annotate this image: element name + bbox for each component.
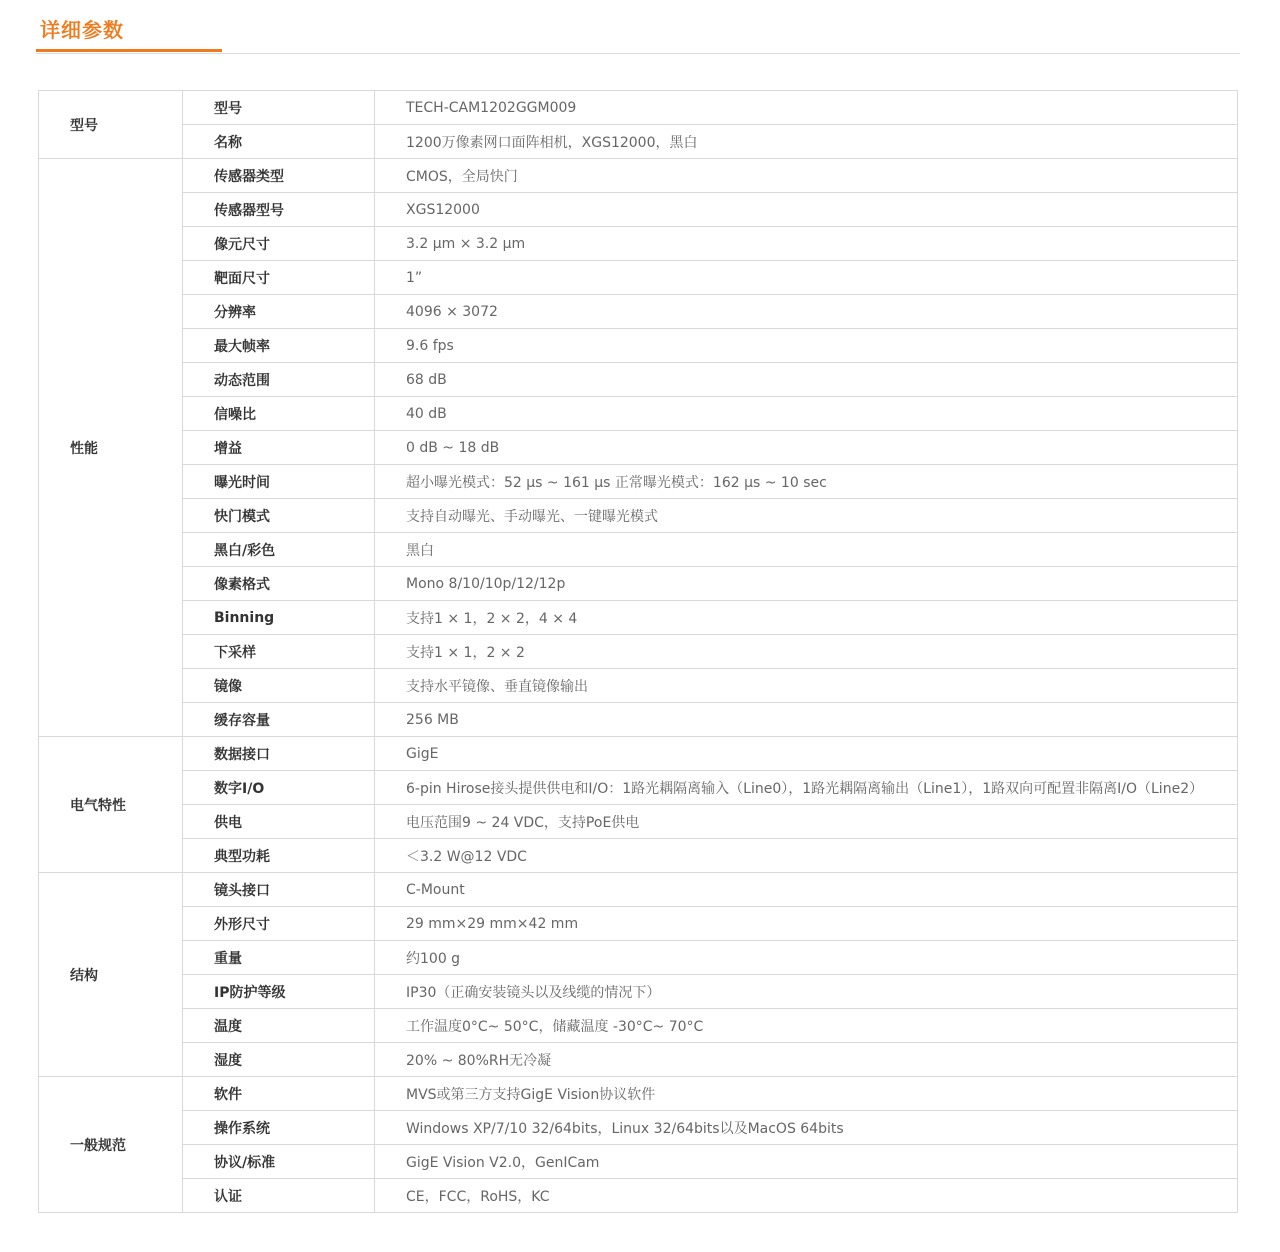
- table-row: [39, 873, 1238, 907]
- spec-key: 曝光时间: [183, 465, 375, 499]
- spec-table-body: [39, 91, 1238, 1213]
- table-row: [39, 465, 1238, 499]
- spec-key: 软件: [183, 1077, 375, 1111]
- spec-value: 电压范围9 ~ 24 VDC，支持PoE供电: [375, 805, 1238, 839]
- spec-value: 4096 × 3072: [375, 295, 1238, 329]
- spec-value: 1”: [375, 261, 1238, 295]
- table-row: [39, 907, 1238, 941]
- spec-key: 靶面尺寸: [183, 261, 375, 295]
- table-row: [39, 91, 1238, 125]
- section-header: [36, 0, 1240, 54]
- table-row: [39, 329, 1238, 363]
- spec-key: 镜头接口: [183, 873, 375, 907]
- spec-value: 20% ~ 80%RH无冷凝: [375, 1043, 1238, 1077]
- group-label: 一般规范: [39, 1077, 183, 1213]
- group-label: 电气特性: [39, 737, 183, 873]
- spec-key: 数字I/O: [183, 771, 375, 805]
- spec-key: 镜像: [183, 669, 375, 703]
- spec-key: 数据接口: [183, 737, 375, 771]
- table-row: [39, 1009, 1238, 1043]
- spec-value: 29 mm×29 mm×42 mm: [375, 907, 1238, 941]
- table-row: [39, 193, 1238, 227]
- group-label: 性能: [39, 159, 183, 737]
- spec-value: Windows XP/7/10 32/64bits，Linux 32/64bits以及MacOS 64bits: [375, 1111, 1238, 1145]
- table-row: [39, 839, 1238, 873]
- spec-key: 动态范围: [183, 363, 375, 397]
- spec-value: 3.2 μm × 3.2 μm: [375, 227, 1238, 261]
- table-row: [39, 125, 1238, 159]
- spec-key: 湿度: [183, 1043, 375, 1077]
- spec-key: 供电: [183, 805, 375, 839]
- spec-value: XGS12000: [375, 193, 1238, 227]
- table-row: [39, 669, 1238, 703]
- spec-key: 快门模式: [183, 499, 375, 533]
- spec-key: 增益: [183, 431, 375, 465]
- table-row: [39, 1077, 1238, 1111]
- spec-key: 信噪比: [183, 397, 375, 431]
- spec-value: CE，FCC，RoHS，KC: [375, 1179, 1238, 1213]
- spec-value: 超小曝光模式：52 μs ~ 161 μs 正常曝光模式：162 μs ~ 10 sec: [375, 465, 1238, 499]
- spec-value: 256 MB: [375, 703, 1238, 737]
- spec-key: 像素格式: [183, 567, 375, 601]
- table-row: [39, 295, 1238, 329]
- spec-value: ＜3.2 W@12 VDC: [375, 839, 1238, 873]
- table-row: [39, 1111, 1238, 1145]
- spec-value: MVS或第三方支持GigE Vision协议软件: [375, 1077, 1238, 1111]
- table-row: [39, 1145, 1238, 1179]
- table-row: [39, 431, 1238, 465]
- spec-key: 传感器类型: [183, 159, 375, 193]
- table-row: [39, 1179, 1238, 1213]
- spec-key: 黑白/彩色: [183, 533, 375, 567]
- table-row: [39, 737, 1238, 771]
- spec-table: [38, 90, 1238, 1213]
- table-row: [39, 533, 1238, 567]
- table-row: [39, 567, 1238, 601]
- spec-value: 1200万像素网口面阵相机，XGS12000，黑白: [375, 125, 1238, 159]
- spec-key: 最大帧率: [183, 329, 375, 363]
- spec-key: 分辨率: [183, 295, 375, 329]
- spec-key: 像元尺寸: [183, 227, 375, 261]
- spec-value: 0 dB ~ 18 dB: [375, 431, 1238, 465]
- table-row: [39, 805, 1238, 839]
- spec-value: CMOS，全局快门: [375, 159, 1238, 193]
- title-accent-underline: [36, 49, 222, 52]
- spec-value: 9.6 fps: [375, 329, 1238, 363]
- table-row: [39, 1043, 1238, 1077]
- table-row: [39, 227, 1238, 261]
- spec-value: GigE Vision V2.0，GenICam: [375, 1145, 1238, 1179]
- section-title: 详细参数: [40, 18, 124, 42]
- table-row: [39, 635, 1238, 669]
- table-row: [39, 601, 1238, 635]
- table-row: [39, 703, 1238, 737]
- spec-value: Mono 8/10/10p/12/12p: [375, 567, 1238, 601]
- spec-key: 型号: [183, 91, 375, 125]
- spec-key: 操作系统: [183, 1111, 375, 1145]
- spec-value: 支持自动曝光、手动曝光、一键曝光模式: [375, 499, 1238, 533]
- spec-key: 典型功耗: [183, 839, 375, 873]
- spec-key: 缓存容量: [183, 703, 375, 737]
- spec-key: 下采样: [183, 635, 375, 669]
- table-row: [39, 941, 1238, 975]
- spec-value: 40 dB: [375, 397, 1238, 431]
- spec-value: 工作温度0°C~ 50°C，储藏温度 -30°C~ 70°C: [375, 1009, 1238, 1043]
- spec-key: 认证: [183, 1179, 375, 1213]
- spec-key: 传感器型号: [183, 193, 375, 227]
- spec-key: 温度: [183, 1009, 375, 1043]
- table-row: [39, 363, 1238, 397]
- spec-value: 约100 g: [375, 941, 1238, 975]
- spec-key: 名称: [183, 125, 375, 159]
- group-label: 结构: [39, 873, 183, 1077]
- spec-value: 支持1 × 1，2 × 2: [375, 635, 1238, 669]
- spec-value: 6-pin Hirose接头提供供电和I/O：1路光耦隔离输入（Line0），1路光耦隔离输出（Line1），1路双向可配置非隔离I/O（Line2）: [375, 771, 1238, 805]
- spec-key: 协议/标准: [183, 1145, 375, 1179]
- spec-key: 外形尺寸: [183, 907, 375, 941]
- spec-key: 重量: [183, 941, 375, 975]
- table-row: [39, 261, 1238, 295]
- table-row: [39, 397, 1238, 431]
- spec-value: TECH-CAM1202GGM009: [375, 91, 1238, 125]
- spec-value: 支持1 × 1，2 × 2，4 × 4: [375, 601, 1238, 635]
- spec-key: Binning: [183, 601, 375, 635]
- table-row: [39, 771, 1238, 805]
- spec-key: IP防护等级: [183, 975, 375, 1009]
- spec-value: C-Mount: [375, 873, 1238, 907]
- spec-value: IP30（正确安装镜头以及线缆的情况下）: [375, 975, 1238, 1009]
- spec-value: GigE: [375, 737, 1238, 771]
- spec-value: 黑白: [375, 533, 1238, 567]
- spec-value: 68 dB: [375, 363, 1238, 397]
- spec-value: 支持水平镜像、垂直镜像输出: [375, 669, 1238, 703]
- group-label: 型号: [39, 91, 183, 159]
- table-row: [39, 159, 1238, 193]
- table-row: [39, 499, 1238, 533]
- table-row: [39, 975, 1238, 1009]
